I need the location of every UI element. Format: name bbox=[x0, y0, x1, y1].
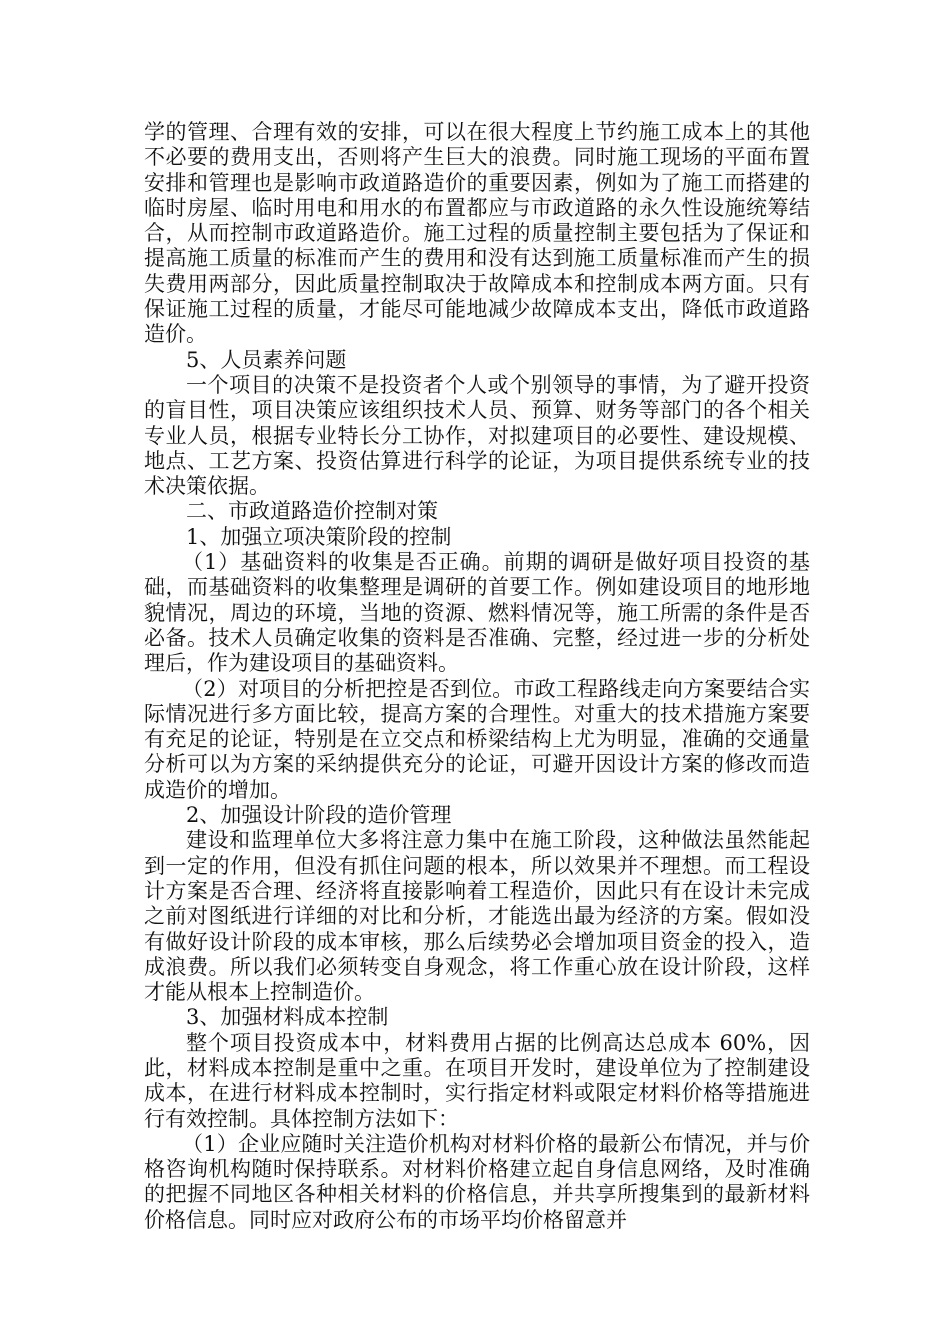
heading-decision-stage-control: 1、加强立项决策阶段的控制 bbox=[186, 524, 452, 549]
heading-material-cost-control: 3、加强材料成本控制 bbox=[186, 1005, 389, 1030]
heading-design-stage-management: 2、加强设计阶段的造价管理 bbox=[186, 803, 452, 828]
paragraph-material-price-tracking: （1）企业应随时关注造价机构对材料价格的最新公布情况，并与价格咨询机构随时保持联系。对材料价格建立起自身信息网络，及时准确的把握不同地区各种相关材料的价格信息，并共享所搜集到的最新材料价格信息。同时应对政府公布的市场平均价格留意并 bbox=[144, 1131, 810, 1232]
paragraph-material-cost: 整个项目投资成本中，材料费用占据的比例高达总成本 60%，因此，材料成本控制是重中之重。在项目开发时，建设单位为了控制建设成本，在进行材料成本控制时，实行指定材料或限定材料价格等措施进行有效控制。具体控制方法如下： bbox=[144, 1030, 810, 1131]
heading-cost-control-measures: 二、市政道路造价控制对策 bbox=[186, 499, 438, 524]
paragraph-basic-data-collection: （1）基础资料的收集是否正确。前期的调研是做好项目投资的基础，而基础资料的收集整理是调研的首要工作。例如建设项目的地形地貌情况，周边的环境，当地的资源、燃料情况等，施工所需的条件是否必备。技术人员确定收集的资料是否准确、完整，经过进一步的分析处理后，作为建设项目的基础资料。 bbox=[144, 550, 810, 676]
paragraph-construction-management: 学的管理、合理有效的安排，可以在很大程度上节约施工成本上的其他不必要的费用支出，否则将产生巨大的浪费。同时施工现场的平面布置安排和管理也是影响市政道路造价的重要因素，例如为了施工而搭建的临时房屋、临时用电和用水的布置都应与市政道路的永久性设施统筹结合，从而控制市政道路造价。施工过程的质量控制主要包括为了保证和提高施工质量的标准而产生的费用和没有达到施工质量标准而产生的损失费用两部分，因此质量控制取决于故障成本和控制成本两方面。只有保证施工过程的质量，才能尽可能地减少故障成本支出，降低市政道路造价。 bbox=[144, 120, 810, 347]
paragraph-design-stage: 建设和监理单位大多将注意力集中在施工阶段，这种做法虽然能起到一定的作用，但没有抓住问题的根本，所以效果并不理想。而工程设计方案是否合理、经济将直接影响着工程造价，因此只有在设计未完成之前对图纸进行详细的对比和分析，才能选出最为经济的方案。假如没有做好设计阶段的成本审核，那么后续势必会增加项目资金的投入，造成浪费。所以我们必须转变自身观念，将工作重心放在设计阶段，这样才能从根本上控制造价。 bbox=[144, 828, 810, 1005]
paragraph-project-analysis: （2）对项目的分析把控是否到位。市政工程路线走向方案要结合实际情况进行多方面比较，提高方案的合理性。对重大的技术措施方案要有充足的论证，特别是在立交点和桥梁结构上尤为明显，准确的交通量分析可以为方案的采纳提供充分的论证，可避开因设计方案的修改而造成造价的增加。 bbox=[144, 676, 810, 802]
document-page bbox=[144, 120, 810, 1233]
paragraph-project-decision: 一个项目的决策不是投资者个人或个别领导的事情，为了避开投资的盲目性，项目决策应该组织技术人员、预算、财务等部门的各个相关专业人员，根据专业特长分工协作，对拟建项目的必要性、建设规模、地点、工艺方案、投资估算进行科学的论证，为项目提供系统专业的技术决策依据。 bbox=[144, 372, 810, 499]
heading-personnel-quality: 5、人员素养问题 bbox=[186, 347, 347, 372]
